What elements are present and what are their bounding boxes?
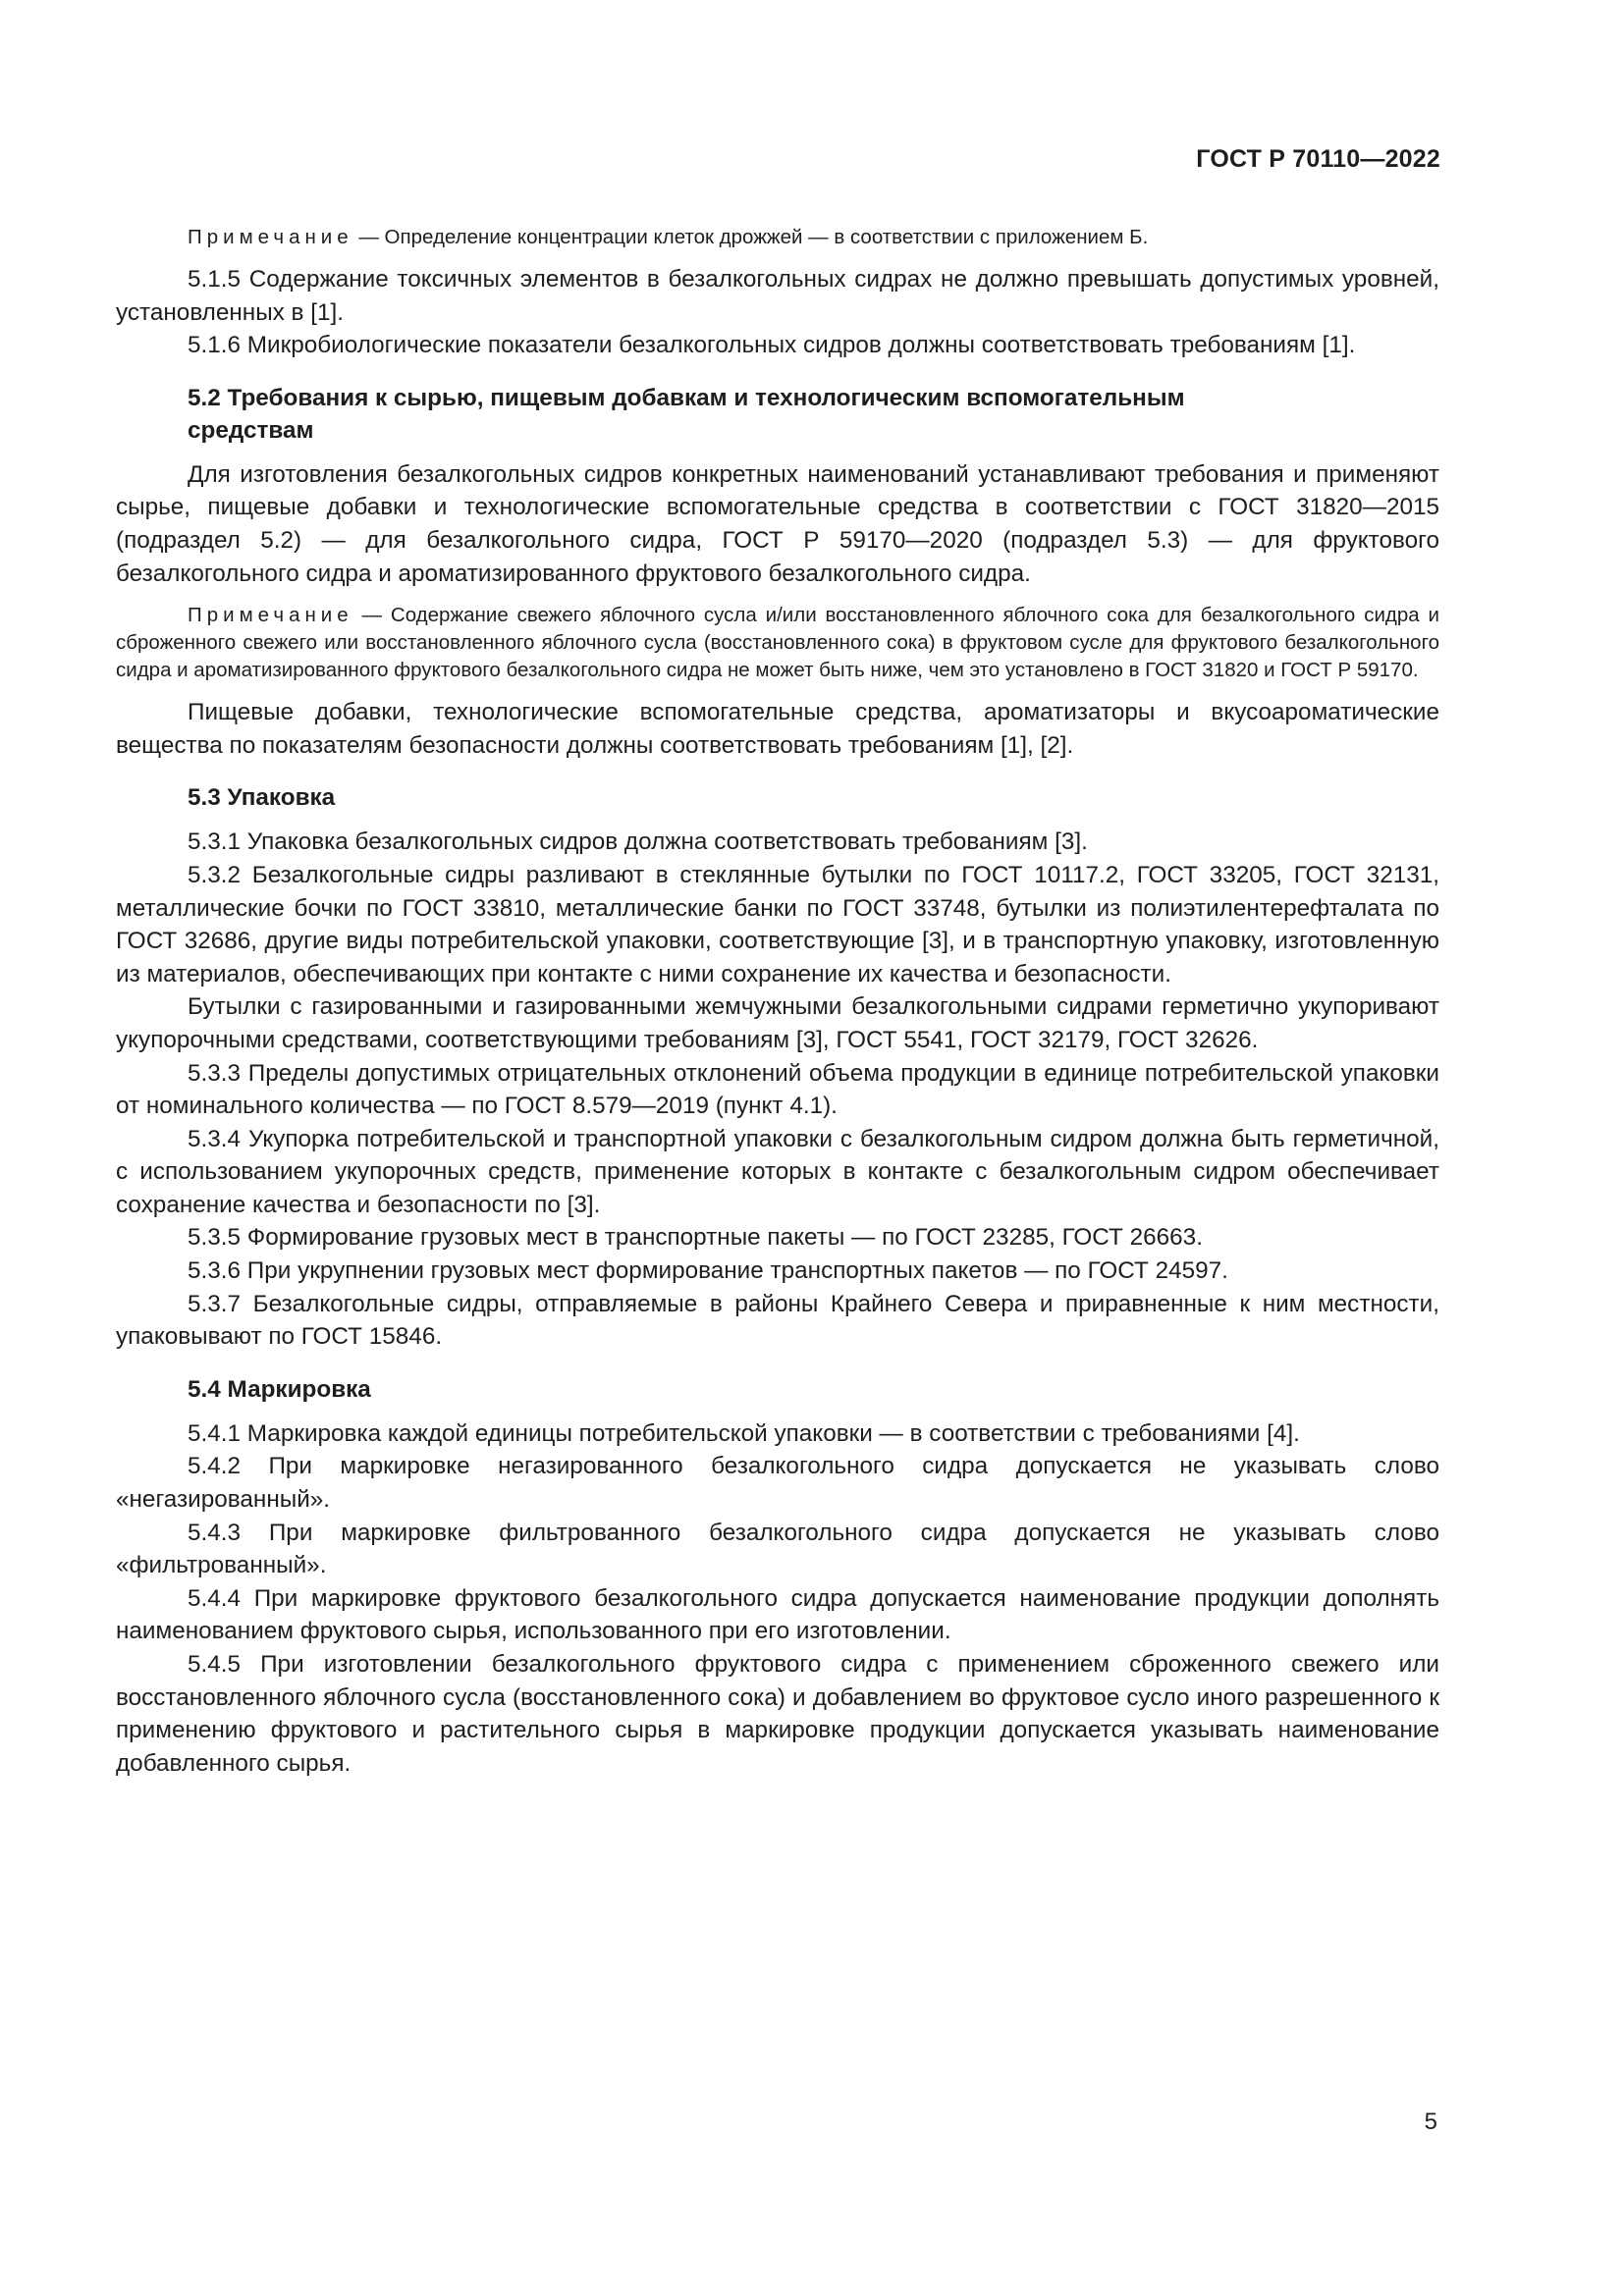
paragraph-5-4-4: 5.4.4 При маркировке фруктового безалкогольного сидра допускается наименование продукции дополнять наименованием фруктового сырья, использованного при его изготовлении. [116, 1584, 1439, 1645]
paragraph-5-3-2-bottles: Бутылки с газированными и газированными жемчужными безалкогольными сидрами герметично укупоривают укупорочными средствами, соответствующими требованиям [3], ГОСТ 5541, ГОСТ 32179, ГОСТ 32626. [116, 993, 1439, 1053]
heading-5-4: 5.4 Маркировка [188, 1375, 371, 1403]
paragraph-5-4-1: 5.4.1 Маркировка каждой единицы потребительской упаковки — в соответствии с требованиями [4]. [188, 1419, 1300, 1447]
note-label: Примечание [188, 604, 353, 627]
standard-code-header: ГОСТ Р 70110—2022 [1196, 145, 1440, 173]
paragraph-5-3-4: 5.3.4 Укупорка потребительской и транспортной упаковки с безалкогольным сидром должна быть герметичной, с использованием укупорочных средств, применение которых в контакте с безалкогольным сидром обеспечивает сохранение качества и безопасности по [3]. [116, 1125, 1439, 1218]
paragraph-5-4-2: 5.4.2 При маркировке негазированного безалкогольного сидра допускается не указывать слово «негазированный». [116, 1453, 1439, 1514]
paragraph-5-1-6: 5.1.6 Микробиологические показатели безалкогольных сидров должны соответствовать требованиям [1]. [188, 332, 1356, 359]
document-body [116, 224, 1439, 1780]
paragraph-5-3-6: 5.3.6 При укрупнении грузовых мест формирование транспортных пакетов — по ГОСТ 24597. [188, 1257, 1228, 1285]
paragraph-5-2-requirements: Для изготовления безалкогольных сидров конкретных наименований устанавливают требования и применяют сырье, пищевые добавки и технологические вспомогательные средства в соответствии с ГОСТ 31820—2015 (подраздел 5.2) — для безалкогольного сидра, ГОСТ Р 59170—2020 (подраздел 5.3) — для фруктового безалкогольного сидра и ароматизированного фруктового безалкогольного сидра. [116, 460, 1439, 587]
heading-5-2-line-2: средствам [188, 416, 314, 444]
paragraph-5-3-1: 5.3.1 Упаковка безалкогольных сидров должна соответствовать требованиям [3]. [188, 828, 1088, 856]
heading-5-3: 5.3 Упаковка [188, 784, 336, 812]
note-1 [116, 224, 1439, 251]
paragraph-5-3-5: 5.3.5 Формирование грузовых мест в транспортные пакеты — по ГОСТ 23285, ГОСТ 26663. [188, 1224, 1203, 1252]
note-label: Примечание [188, 226, 353, 248]
paragraph-5-3-3: 5.3.3 Пределы допустимых отрицательных отклонений объема продукции в единице потребительской упаковки от номинального количества — по ГОСТ 8.579—2019 (пункт 4.1). [116, 1059, 1439, 1120]
paragraph-5-4-5: 5.4.5 При изготовлении безалкогольного фруктового сидра с применением сброженного свежего или восстановленного яблочного сусла (восстановленного сока) и добавлением во фруктовое сусло иного разрешенного к применению фруктового и растительного сырья в маркировке продукции допускается указывать наименование добавленного сырья. [116, 1651, 1439, 1777]
note-2-text: — Содержание свежего яблочного сусла и/или восстановленного яблочного сока для безалкогольного сидра и сброженного свежего или восстановленного яблочного сусла (восстановленного сока) в фруктовом сусле для фруктового безалкогольного сидра и ароматизированного фруктового безалкогольного сидра не может быть ниже, чем это установлено в ГОСТ 31820 и ГОСТ Р 59170. [116, 604, 1440, 682]
paragraph-5-1-5: 5.1.5 Содержание токсичных элементов в безалкогольных сидрах не должно превышать допустимых уровней, установленных в [1]. [116, 266, 1439, 326]
paragraph-5-2-additives: Пищевые добавки, технологические вспомогательные средства, ароматизаторы и вкусоароматические вещества по показателям безопасности должны соответствовать требованиям [1], [2]. [116, 699, 1439, 759]
page-number: 5 [1424, 2109, 1437, 2135]
note-1-text: — Определение концентрации клеток дрожжей — в соответствии с приложением Б. [358, 226, 1149, 248]
heading-5-2-line-1: 5.2 Требования к сырью, пищевым добавкам и технологическим вспомогательным [188, 384, 1185, 411]
paragraph-5-4-3: 5.4.3 При маркировке фильтрованного безалкогольного сидра допускается не указывать слово «фильтрованный». [116, 1519, 1439, 1579]
paragraph-5-3-7: 5.3.7 Безалкогольные сидры, отправляемые в районы Крайнего Севера и приравненные к ним местности, упаковывают по ГОСТ 15846. [116, 1290, 1439, 1351]
paragraph-5-3-2: 5.3.2 Безалкогольные сидры разливают в стеклянные бутылки по ГОСТ 10117.2, ГОСТ 33205, ГОСТ 32131, металлические бочки по ГОСТ 33810, металлические банки по ГОСТ 33748, бутылки из полиэтилентерефталата по ГОСТ 32686, другие виды потребительской упаковки, соответствующие [3], и в транспортную упаковку, изготовленную из материалов, обеспечивающих при контакте с ними сохранение их качества и безопасности. [116, 861, 1439, 988]
heading-5-2 [116, 382, 1439, 447]
note-2 [116, 602, 1439, 684]
